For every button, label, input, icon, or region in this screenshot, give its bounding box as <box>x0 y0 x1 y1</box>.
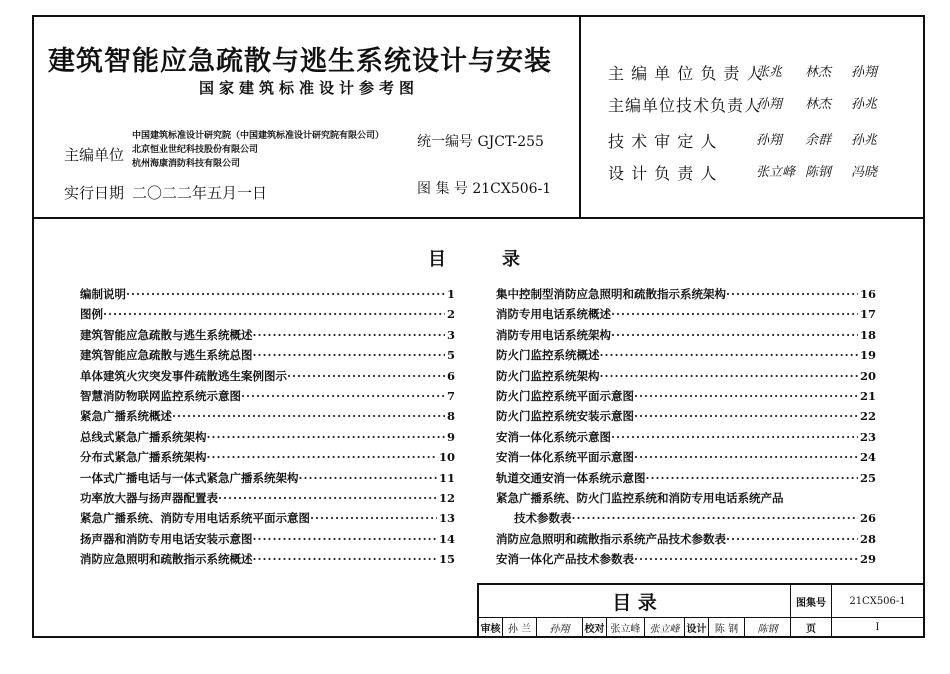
toc-entry[interactable] <box>496 550 876 568</box>
toc-entry-page: 12 <box>438 491 455 505</box>
toc-entry-title: 防火门监控系统架构 <box>496 368 600 383</box>
toc-entry-page: 3 <box>446 327 455 342</box>
designer-signature: 陈钢 <box>745 618 791 636</box>
toc-entry-page: 22 <box>859 409 876 424</box>
toc-dot-leader <box>646 469 858 487</box>
toc-dot-leader <box>253 550 437 568</box>
toc-entry[interactable] <box>496 489 876 507</box>
check-label: 校对 <box>583 618 607 636</box>
toc-entry-page: 24 <box>859 450 876 465</box>
toc-entry[interactable] <box>496 407 876 425</box>
signature: 张立峰 <box>756 165 796 180</box>
toc-entry[interactable] <box>496 285 876 303</box>
toc-entry[interactable] <box>80 367 455 385</box>
design-label: 设计 <box>685 618 709 636</box>
toc-entry[interactable] <box>496 326 876 344</box>
toc-dot-leader <box>253 530 437 548</box>
toc-entry-page: 17 <box>859 307 876 322</box>
header-block <box>34 17 923 219</box>
toc-entry-title: 单体建筑火灾突发事件疏散逃生案例图示 <box>80 368 287 383</box>
toc-dot-leader <box>611 326 858 344</box>
toc-entry-page: 11 <box>438 470 455 485</box>
toc-entry-title: 图例 <box>80 307 103 322</box>
toc-dot-leader <box>634 387 858 405</box>
toc-entry-page: 21 <box>859 389 876 403</box>
toc-dot-leader <box>600 346 858 364</box>
toc-entry-page: 5 <box>446 348 455 363</box>
signature: 孙翔 <box>851 65 878 80</box>
toc-entry-page: 19 <box>859 348 876 363</box>
toc-entry-page: 1 <box>446 287 455 301</box>
toc-dot-leader <box>634 448 858 466</box>
toc-dot-leader <box>726 530 858 548</box>
toc-dot-leader <box>172 407 445 425</box>
toc-title-right: 录 <box>502 249 520 270</box>
signature: 林杰 <box>805 97 832 112</box>
editor-unit-1: 中国建筑标准设计研究院（中国建筑标准设计研究院有限公司） <box>132 131 385 141</box>
page-label: 页 <box>791 618 832 636</box>
designer-name: 陈 钢 <box>709 618 745 636</box>
toc-entry[interactable] <box>80 326 455 344</box>
toc-entry-page: 10 <box>438 450 455 465</box>
toc-dot-leader <box>103 305 445 323</box>
toc-title-left: 目 <box>428 249 446 270</box>
toc-entry[interactable] <box>80 285 455 303</box>
toc-entry-title: 紧急广播系统、防火门监控系统和消防专用电话系统产品 <box>496 491 784 505</box>
reviewer-signature: 孙翔 <box>537 618 583 636</box>
reviewer-name: 孙 兰 <box>503 618 537 636</box>
toc-entry-page: 8 <box>446 409 455 424</box>
toc-entry[interactable] <box>496 428 876 446</box>
toc-entry-title: 消防专用电话系统概述 <box>496 307 611 322</box>
toc-entry-title: 防火门监控系统安装示意图 <box>496 409 634 424</box>
toc-entry-page: 25 <box>859 470 876 485</box>
toc-entry[interactable] <box>80 407 455 425</box>
toc-entry[interactable] <box>496 448 876 466</box>
toc-dot-leader <box>241 387 445 405</box>
toc-entry[interactable] <box>80 428 455 446</box>
editor-unit-2: 北京恒业世纪科技股份有限公司 <box>132 145 259 155</box>
toc-entry-title: 轨道交通安消一体系统示意图 <box>496 470 646 485</box>
toc-entry-title: 消防专用电话系统架构 <box>496 327 611 342</box>
signature: 张兆 <box>756 65 783 80</box>
atlas-code: 图 集 号 21CX506-1 <box>417 181 552 197</box>
toc-entry-title: 防火门监控系统平面示意图 <box>496 389 634 403</box>
toc-dot-leader <box>126 285 445 303</box>
signature: 冯晓 <box>851 165 878 180</box>
toc-entry-page: 6 <box>446 368 455 383</box>
toc-entry-page: 13 <box>438 511 455 526</box>
toc-entry-page: 2 <box>446 307 455 322</box>
toc-entry-title: 安消一体化产品技术参数表 <box>496 552 634 567</box>
toc-dot-leader <box>218 489 437 507</box>
toc-entry-page: 23 <box>859 429 876 444</box>
title-block <box>477 583 923 636</box>
toc-dot-leader <box>207 448 437 466</box>
toc-dot-leader <box>253 326 445 344</box>
toc-entry-title: 紧急广播系统概述 <box>80 409 172 424</box>
toc-entry[interactable] <box>80 530 455 548</box>
toc-dot-leader <box>253 346 445 364</box>
toc-entry-title: 一体式广播电话与一体式紧急广播系统架构 <box>80 470 299 485</box>
toc-entry[interactable] <box>80 469 455 487</box>
responsible-role-4: 设 计 负 责 人 <box>608 164 718 183</box>
toc-entry[interactable] <box>496 346 876 364</box>
toc-dot-leader <box>634 550 858 568</box>
signature: 孙翔 <box>756 97 783 112</box>
toc-entry[interactable] <box>80 509 455 527</box>
title-block-name: 目 录 <box>479 585 791 618</box>
toc-dot-leader <box>287 367 445 385</box>
toc-dot-leader <box>611 305 858 323</box>
toc-entry-page: 7 <box>446 389 455 403</box>
toc-entry-title: 建筑智能应急疏散与逃生系统总图 <box>80 348 253 363</box>
toc-entry-title: 扬声器和消防专用电话安装示意图 <box>80 531 253 546</box>
toc-entry-title: 安消一体化系统示意图 <box>496 429 611 444</box>
toc-entry[interactable] <box>80 448 455 466</box>
editor-label: 主编单位 <box>64 146 125 164</box>
atlas-label: 图集号 <box>791 585 832 618</box>
toc-entry-page: 18 <box>859 327 876 342</box>
editor-unit-3: 杭州海康消防科技有限公司 <box>132 159 241 169</box>
toc-dot-leader <box>299 469 437 487</box>
toc-entry-page: 9 <box>446 429 455 444</box>
toc-entry-page: 29 <box>859 552 876 567</box>
unified-code: 统一编号 GJCT-255 <box>417 134 544 150</box>
toc-entry-page: 26 <box>859 511 876 526</box>
toc-entry-title: 紧急广播系统、消防专用电话系统平面示意图 <box>80 511 310 526</box>
toc-entry[interactable] <box>80 305 455 323</box>
signature: 孙翔 <box>756 133 783 148</box>
toc-entry[interactable] <box>80 387 455 405</box>
document-title: 建筑智能应急疏散与逃生系统设计与安装 <box>48 46 552 77</box>
effective-date: 二〇二二年五月一日 <box>132 184 268 202</box>
signature: 余群 <box>805 133 832 148</box>
responsible-role-1: 主 编 单 位 负 责 人 <box>608 64 764 83</box>
toc-entry-title: 集中控制型消防应急照明和疏散指示系统架构 <box>496 287 726 301</box>
toc-entry[interactable] <box>80 489 455 507</box>
responsible-role-2: 主编单位技术负责人 <box>608 96 762 115</box>
toc-dot-leader <box>207 428 445 446</box>
toc-entry[interactable] <box>80 346 455 364</box>
toc-entry[interactable] <box>496 530 876 548</box>
toc-entry-title: 技术参数表 <box>514 511 572 526</box>
toc-entry-title: 智慧消防物联网监控系统示意图 <box>80 389 241 403</box>
toc-dot-leader <box>572 509 858 527</box>
toc-dot-leader <box>611 428 858 446</box>
toc-entry[interactable] <box>80 550 455 568</box>
toc-dot-leader <box>726 285 858 303</box>
responsible-role-3: 技 术 审 定 人 <box>608 132 718 151</box>
toc-entry-title: 消防应急照明和疏散指示系统产品技术参数表 <box>496 531 726 546</box>
drawing-frame <box>32 15 925 638</box>
toc-entry[interactable] <box>514 509 876 527</box>
toc-entry[interactable] <box>496 367 876 385</box>
toc-dot-leader <box>600 367 858 385</box>
toc-entry[interactable] <box>496 305 876 323</box>
toc-entry-title: 总线式紧急广播系统架构 <box>80 429 207 444</box>
toc-entry[interactable] <box>496 469 876 487</box>
toc-entry-page: 20 <box>859 368 876 383</box>
page-number: I <box>875 621 880 633</box>
toc-entry-title: 功率放大器与扬声器配置表 <box>80 491 218 505</box>
toc-entry[interactable] <box>496 387 876 405</box>
toc-entry-title: 防火门监控系统概述 <box>496 348 600 363</box>
toc-entry-title: 安消一体化系统平面示意图 <box>496 450 634 465</box>
header-divider <box>579 17 581 217</box>
toc-entry-page: 16 <box>859 287 876 301</box>
review-label: 审核 <box>479 618 503 636</box>
toc-dot-leader <box>634 407 858 425</box>
toc-entry-title: 消防应急照明和疏散指示系统概述 <box>80 552 253 567</box>
toc-entry-page: 15 <box>438 552 455 567</box>
signature: 林杰 <box>805 65 832 80</box>
signature: 孙兆 <box>851 133 878 148</box>
checker-signature: 张立峰 <box>645 618 685 636</box>
toc-entry-page: 14 <box>438 531 455 546</box>
signature: 陈钢 <box>805 165 832 180</box>
toc-dot-leader <box>310 509 437 527</box>
toc-entry-title: 建筑智能应急疏散与逃生系统概述 <box>80 327 253 342</box>
toc-entry-page: 28 <box>859 531 876 546</box>
toc-entry-title: 分布式紧急广播系统架构 <box>80 450 207 465</box>
checker-name: 张立峰 <box>607 618 645 636</box>
date-label: 实行日期 <box>64 184 125 202</box>
signature: 孙兆 <box>851 97 878 112</box>
toc-entry-title: 编制说明 <box>80 287 126 301</box>
atlas-value: 21CX506-1 <box>832 585 923 618</box>
document-subtitle: 国家建筑标准设计参考图 <box>199 79 420 97</box>
